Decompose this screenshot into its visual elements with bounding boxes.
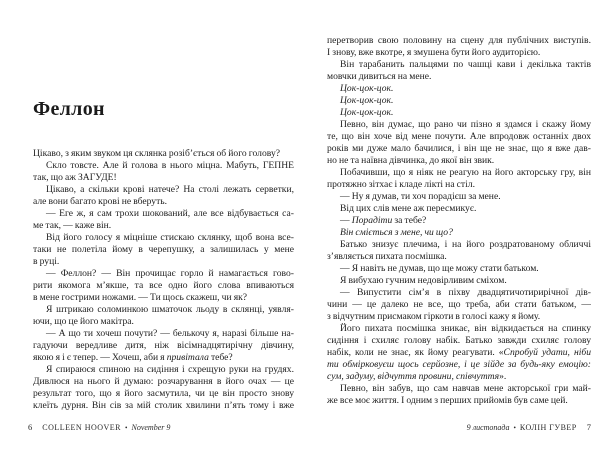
text-line: — Феллон? — Він прочищає горло й намагається гово- [46,268,294,279]
text-line: Я спираюся спиною на сидіння і схрещую руки на грудях. [46,364,294,375]
left-page-footer [28,422,294,433]
text-line: результат того, що я його засмутила, чи це він просто знову [33,388,294,399]
text-line: чини — це далеко не все, що треба, аби стати батьком, — [327,299,591,310]
text-line: Я вибухаю гучним недовірливим сміхом. [340,275,507,286]
text-line: но не та наївна дівчинка, до якої він звик. [327,155,495,166]
text-line: в мене гострими ножами. — Ти щось скажеш, чи як? [33,292,248,303]
text-line: — Я навіть не думав, що ще можу стати батьком. [340,263,539,274]
left-page-number: 6 [28,422,33,432]
text-line: так, що аж ЗАГУДЕ! [33,172,117,183]
footer-book-title: November 9 [131,423,171,432]
text-line: з’являється пихата посмішка. [327,251,447,262]
right-page-number: 7 [586,422,591,432]
text-line: ти обмірковуєш щось серйозне, і це зійде за будь-яку емоцію: [327,359,591,370]
text-line: Скло товсте. Але й голова в нього міцна. Мабуть, ГЕПНЕ [46,160,294,171]
text-line: якою я і є тепер. — Хочеш, аби я привітала тебе? [33,352,233,363]
text-line: сидіння і схиляє голову набік. Батько завжди схиляє голову [327,335,591,346]
text-line: рити якомога м’якше, та все одно його слова впиваються [33,280,294,291]
text-line: Цок-цок-цок. [340,95,394,106]
footer-author-name: COLLEEN HOOVER [42,423,122,432]
text-line: Я штрикаю соломинкою шматочок льоду в склянці, уявля- [46,304,294,315]
text-line: — Ну я думав, ти хоч порадієш за мене. [340,191,501,202]
text-line: Він тарабанить пальцями по чашці кави і декілька тактів [340,59,591,70]
footer-separator-dot: • [513,424,516,432]
text-line: мовчки дивиться на мене. [327,71,432,82]
text-line: Його пихата посмішка зникає, він відкидається на спинку [340,323,591,334]
text-line: Побачивши, що я ніяк не реагую на його акторську гру, він [340,167,591,178]
text-line: Від цих слів мене аж пересмикує. [340,203,477,214]
text-line: Батько знизує плечима, і на його роздратованому обличчі [340,239,591,250]
text-line: ме так, — каже він. [33,220,112,231]
text-line: але вони багато крові не вберуть. [33,196,168,207]
text-line: ючи, що це його макітра. [33,316,134,327]
text-line: Цок-цок-цок. [340,107,394,118]
text-line: набік, коли не знає, як йому реагувати. «Спробуй удати, ніби [327,347,591,358]
text-line: же все моє життя. І одним з перших прийомів був саме цей. [327,395,568,406]
text-line: — Порадіти за тебе? [340,215,427,226]
text-line: Він сміється з мене, чи що? [340,227,453,238]
page-right [327,0,591,450]
text-line: Дивлюся на нього й думаю: розчарування в його очах — це [33,376,294,387]
text-line: — Випустити сім’я в піхву двадцятичотирирічної дів- [340,287,591,298]
right-page-body [327,35,591,407]
text-line: в руці. [33,256,60,267]
left-page-body [33,148,294,412]
text-line: Певно, він забув, що сам навчав мене акторської гри май- [340,383,591,394]
text-line: років ми дуже мало бачилися, і він ще не знає, що я вже дав- [327,143,591,154]
footer-author-name: КОЛІН ГУВЕР [519,423,577,432]
text-line: таки не полетіла йому в черепушку, а залишилась у мене [33,244,294,255]
text-line: Цок-цок-цок. [340,83,394,94]
page-left [28,0,294,450]
text-line: клеїть дурня. Він сів за мій столик хвилини п’ять тому і вже [33,400,294,411]
text-line: — А що ти хочеш почути? — белькочу я, наразі більше на- [46,328,294,339]
text-line: І знову, вже вкотре, я змушена бути його аудиторією. [327,47,541,58]
right-page-footer [327,422,591,433]
text-line: протяжно зітхає і кладе лікті на стіл. [327,179,475,190]
text-line: Цікаво, з яким звуком ця склянка розіб’ється об його голову? [33,148,280,159]
text-line: з відчутним присмаком гіркоти в голосі кажу я йому. [327,311,541,322]
text-line: те, що він хоче від мене почути. Але впродовж останніх двох [327,131,591,142]
chapter-title: Феллон [33,98,105,120]
text-line: Певно, він думає, що рано чи пізно я здамся і скажу йому [340,119,591,130]
text-line: Від його голосу я міцніше стискаю склянку, щоб вона все- [46,232,294,243]
footer-separator-dot: • [125,424,128,432]
text-line: Цікаво, а скільки крові натече? На столі лежать серветки, [46,184,294,195]
text-line: гадуючи вередливе дитя, ніж вісімнадцятирічну дівчину, [33,340,294,351]
footer-book-title: 9 листопада [466,423,510,432]
text-line: — Еге ж, я сам трохи шокований, але все відбувається са- [46,208,294,219]
text-line: перетворив свою половину на сцену для публічних виступів. [327,35,591,46]
text-line: сум, задуму, відчуття провини, співчуття». [327,371,507,382]
